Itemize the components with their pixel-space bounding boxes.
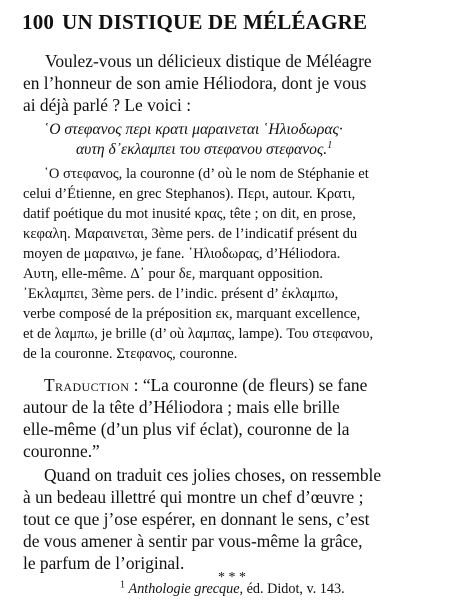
closing-line: Quand on traduit ces jolies choses, on ressemble [44, 465, 382, 485]
closing-line: de vous amener à sentir par vous-même la grâce, [23, 531, 363, 551]
closing-line: à un bedeau illettré qui montre un chef d’œuvre ; [23, 487, 364, 507]
note-line: verbe composé de la préposition εκ, marquant excellence, [23, 306, 361, 322]
translation-line: couronne.” [23, 441, 100, 461]
footnote-marker: 1 [120, 579, 125, 591]
intro-line: en l’honneur de son amie Héliodora, dont je vous [23, 73, 367, 93]
translation-line [0, 374, 471, 396]
note-line: moyen de μαραινω, je fane. ῾Ηλιοδωρας, d’Héliodora. [23, 246, 341, 262]
translation-line: elle-même (d’un plus vif éclat), couronne de la [23, 419, 350, 439]
verse-text: αυτη δ᾽εκλαμπει του στεφανου στεφανος. [76, 141, 328, 158]
footnote-source: Anthologie grecque [128, 581, 240, 597]
closing-line: le parfum de l’original. [23, 553, 185, 573]
note-line: κεφαλη. Μαραινεται, 3ème pers. de l’indicatif présent du [23, 226, 358, 242]
note-line: Αυτη, elle-même. Δ᾽ pour δε, marquant opposition. [23, 266, 324, 282]
note-line: ᾽Εκλαμπει, 3ème pers. de l’indic. présent d’ ἐκλαμπω, [23, 286, 339, 302]
footnote-ref: 1 [327, 139, 333, 151]
note-line: de la couronne. Στεφανος, couronne. [23, 346, 238, 362]
running-header [22, 10, 367, 35]
page-number: 100 [22, 10, 55, 34]
verse-line [0, 140, 471, 160]
section-separator: * * * [218, 570, 246, 585]
translation-line: autour de la tête d’Héliodora ; mais elle brille [23, 397, 340, 417]
footnote-rest: , éd. Didot, v. 143. [239, 581, 345, 597]
intro-line: Voulez-vous un délicieux distique de Méléagre [45, 51, 372, 71]
note-line: celui d’Étienne, en grec Stephanos). Περι, autour. Κρατι, [23, 186, 356, 202]
note-line: et de λαμπω, je brille (d’ où λαμπας, lampe). Του στεφανου, [23, 326, 374, 342]
translation-text: : “La couronne (de fleurs) se fane [129, 375, 368, 395]
note-line: datif poétique du mot inusité κρας, tête ; on dit, en prose, [23, 206, 356, 222]
verse-line: ῾Ο στεφανος περι κρατι μαραινεται ῾Ηλιοδωρας· [44, 121, 343, 138]
chapter-title: UN DISTIQUE DE MÉLÉAGRE [62, 10, 368, 34]
closing-line: tout ce que j’ose espérer, en donnant le sens, c’est [23, 509, 370, 529]
note-line: ῾Ο στεφανος, la couronne (d’ où le nom de Stéphanie et [44, 166, 369, 182]
translation-label: Traduction [44, 375, 130, 395]
intro-line: ai déjà parlé ? Le voici : [23, 95, 192, 115]
footnote [0, 580, 471, 598]
